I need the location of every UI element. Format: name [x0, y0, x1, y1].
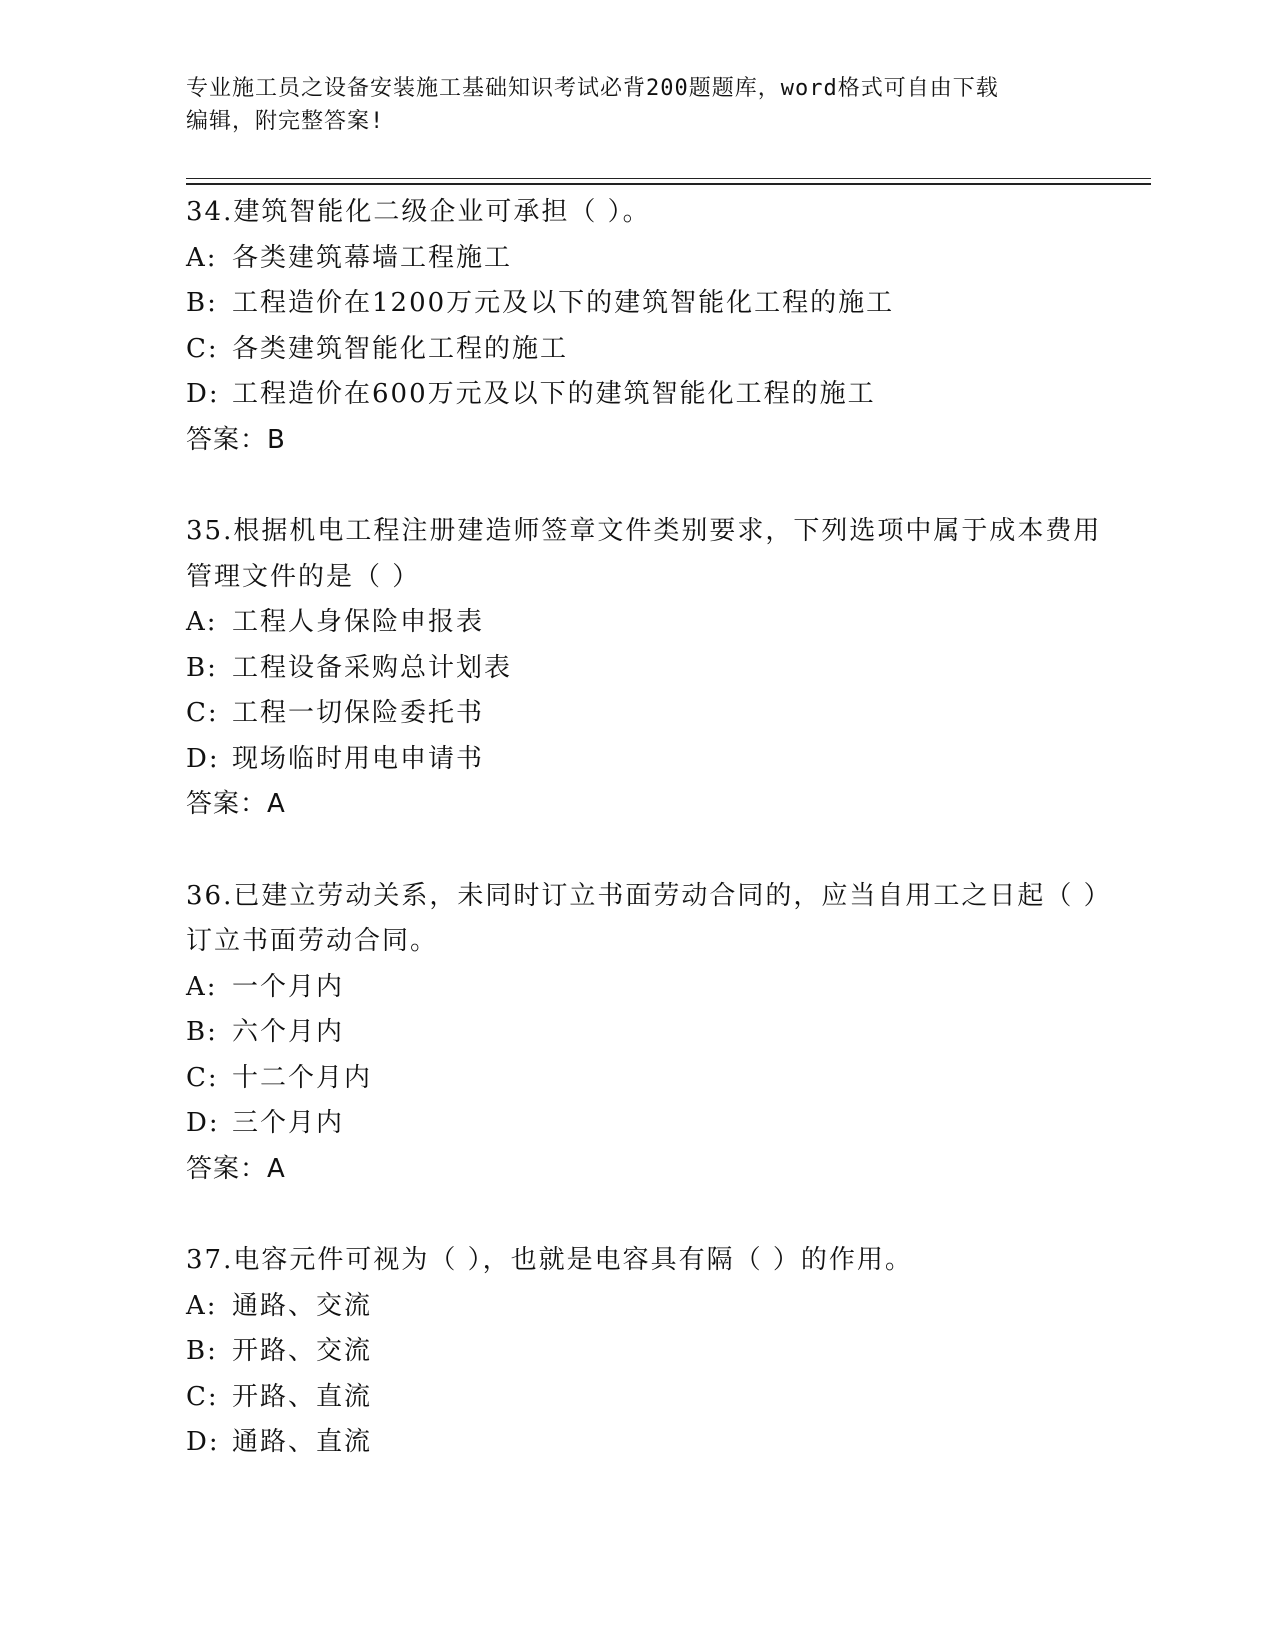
option-c: [186, 691, 1116, 737]
option-letter: D:: [186, 379, 220, 409]
option-c: [186, 327, 1116, 373]
option-letter: A:: [186, 607, 218, 637]
header-title-line-2: 编辑，附完整答案!: [186, 109, 385, 134]
option-text: 三个月内: [232, 1108, 345, 1138]
option-a: [186, 600, 1116, 646]
option-text: 开路、直流: [232, 1381, 373, 1412]
question-37: [186, 1238, 1116, 1466]
option-b: [186, 1329, 1116, 1375]
answer-line: 答案：A: [186, 1153, 286, 1184]
header-title-line-1: 专业施工员之设备安装施工基础知识考试必背200题题库，word格式可自由下载: [186, 76, 999, 101]
option-text: 工程一切保险委托书: [232, 698, 485, 728]
option-letter: B:: [186, 652, 218, 683]
option-text: 通路、交流: [232, 1290, 373, 1321]
option-text: 六个月内: [232, 1017, 345, 1047]
option-text: 工程人身保险申报表: [232, 607, 485, 637]
option-c: [186, 1375, 1116, 1421]
option-a: [186, 965, 1116, 1011]
question-stem: 34.建筑智能化二级企业可承担（ ）。: [186, 197, 651, 227]
option-letter: B:: [186, 288, 218, 318]
option-letter: A:: [186, 1290, 218, 1321]
option-d: [186, 1101, 1116, 1147]
option-c: [186, 1056, 1116, 1102]
option-b: [186, 1010, 1116, 1056]
option-d: [186, 1420, 1116, 1466]
option-d: [186, 737, 1116, 783]
option-a: [186, 236, 1116, 282]
option-letter: B:: [186, 1336, 218, 1366]
option-letter: C:: [186, 1062, 219, 1093]
option-text: 开路、交流: [232, 1336, 373, 1366]
question-stem: 36.已建立劳动关系，未同时订立书面劳动合同的，应当自用工之日起（ ）订立书面劳动合同。: [186, 880, 1112, 956]
option-letter: C:: [186, 698, 219, 728]
option-a: [186, 1284, 1116, 1330]
question-stem: 35.根据机电工程注册建造师签章文件类别要求，下列选项中属于成本费用管理文件的是（ ）: [186, 516, 1102, 592]
question-34: [186, 190, 1116, 463]
option-letter: D:: [186, 1427, 220, 1457]
option-letter: D:: [186, 1108, 220, 1138]
option-text: 工程造价在1200万元及以下的建筑智能化工程的施工: [232, 288, 895, 318]
option-text: 现场临时用电申请书: [232, 743, 485, 774]
option-d: [186, 372, 1116, 418]
option-text: 通路、直流: [232, 1427, 373, 1457]
option-letter: C:: [186, 1381, 219, 1412]
option-b: [186, 281, 1116, 327]
header-divider-thick: [186, 183, 1151, 185]
option-b: [186, 646, 1116, 692]
answer-line: 答案：B: [186, 424, 286, 455]
header-divider-thin: [186, 178, 1151, 179]
option-text: 各类建筑智能化工程的施工: [232, 333, 569, 364]
option-letter: C:: [186, 333, 219, 364]
question-list: [186, 190, 1116, 1512]
question-stem: 37.电容元件可视为（ ），也就是电容具有隔（ ）的作用。: [186, 1245, 913, 1275]
option-letter: A:: [186, 242, 218, 273]
option-text: 十二个月内: [232, 1062, 373, 1093]
document-header: [186, 72, 1086, 138]
answer-line: 答案：A: [186, 789, 286, 819]
option-letter: B:: [186, 1017, 218, 1047]
option-text: 一个月内: [232, 971, 345, 1002]
question-35: [186, 509, 1116, 828]
option-text: 工程造价在600万元及以下的建筑智能化工程的施工: [232, 379, 876, 409]
option-letter: A:: [186, 971, 218, 1002]
option-text: 各类建筑幕墙工程施工: [232, 242, 513, 273]
option-text: 工程设备采购总计划表: [232, 652, 513, 683]
question-36: [186, 874, 1116, 1193]
option-letter: D:: [186, 743, 220, 774]
